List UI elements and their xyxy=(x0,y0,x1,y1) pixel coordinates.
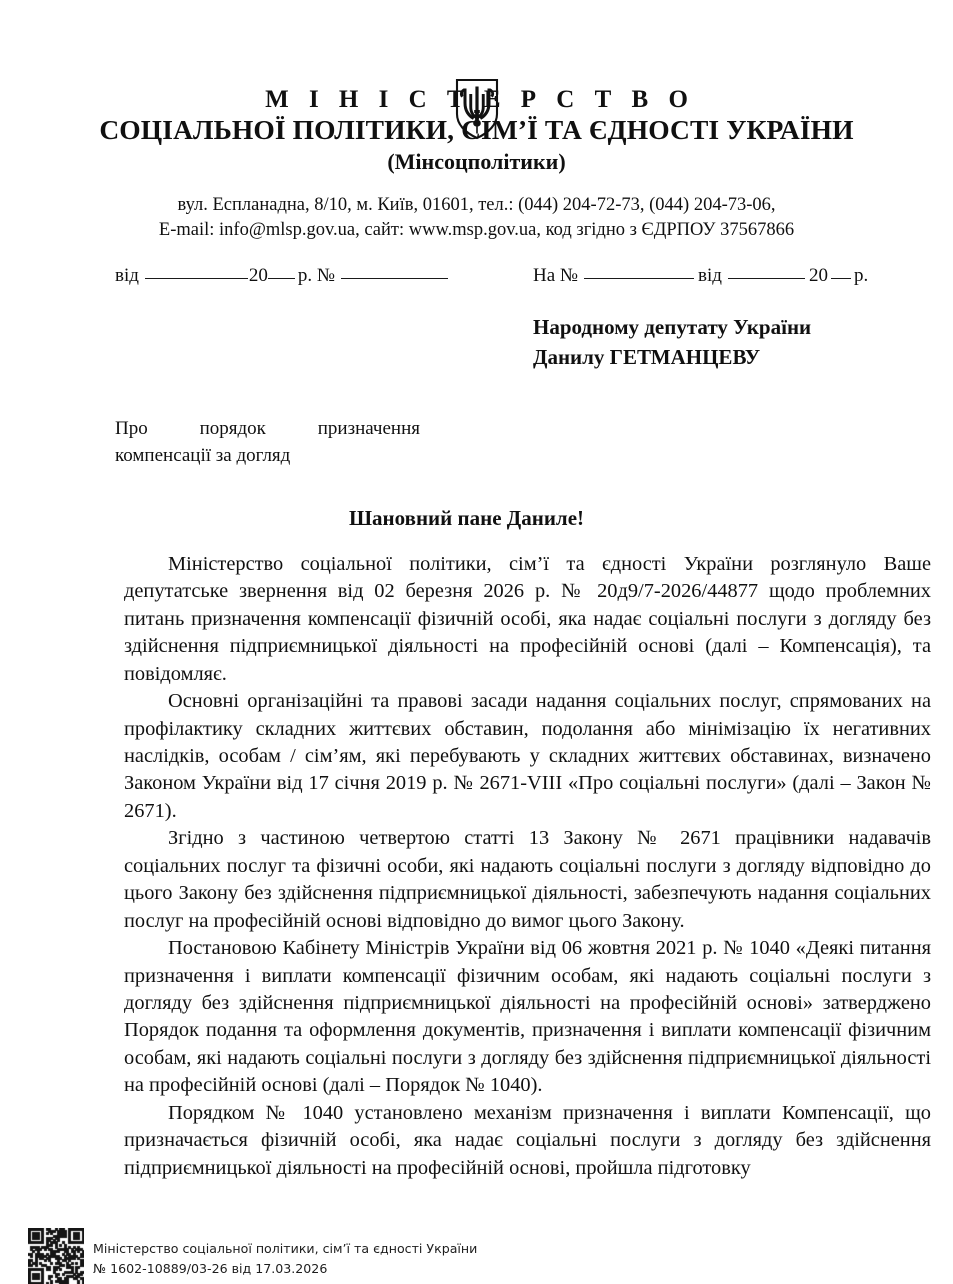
subject-line-1: Про порядок призначення xyxy=(115,418,420,440)
outgoing-year-blank[interactable] xyxy=(268,265,295,279)
organization-heading xyxy=(0,86,953,174)
stamp-organization: Міністерство соціальної політики, сім’ї та єдності України xyxy=(93,1241,478,1256)
body-paragraph: Згідно з частиною четвертою статті 13 Закону № 2671 працівники надавачів соціальних послуг та фізичні особи, які надають соціальні послуги з догляду відповідно до цього Закону без здійснення підприємницької діяльності, забезпечують надання соціальних послуг на професійній основі відповідно до вимог цього Закону. xyxy=(124,827,931,932)
letter-body xyxy=(0,551,953,1182)
body-paragraph: Порядком № 1040 установлено механізм призначення і виплати Компенсації, що призначається фізичній особі, яка надає соціальні послуги з догляду без здійснення підприємницької діяльності на професійній основі, пройшла підготовку xyxy=(124,1101,931,1179)
registration-stamp xyxy=(28,1228,548,1284)
body-paragraph: Основні організаційні та правові засади надання соціальних послуг, спрямованих на профілактику складних життєвих обставин, подолання або мінімізацію їх негативних наслідків, особам / сім’ям, які перебувають у складних життєвих обставинах, визначено Законом України від 17 січня 2019 р. № 2671-VIII «Про соціальні послуги» (далі – Закон № 2671). xyxy=(124,690,931,822)
contact-address-phone: вул. Еспланадна, 8/10, м. Київ, 01601, тел.: (044) 204-72-73, (044) 204-73-06, xyxy=(177,195,776,216)
reference-line xyxy=(0,265,953,295)
subject-block xyxy=(0,416,420,470)
qr-code-icon xyxy=(28,1228,84,1284)
contact-email-web: E-mail: info@mlsp.gov.ua, сайт: www.msp.gov.ua, код згідно з ЄДРПОУ 37567866 xyxy=(158,220,795,241)
ministry-word: М І Н І С Т Е Р С Т В О xyxy=(265,86,695,113)
outgoing-number-blank[interactable] xyxy=(341,265,448,279)
incoming-reference xyxy=(533,265,868,287)
salutation: Шановний пане Даниле! xyxy=(348,505,585,530)
addressee-title: Народному депутату України xyxy=(533,315,812,340)
ministry-short-name: (Мінсоцполітики) xyxy=(387,148,566,174)
outgoing-year-prefix: 20 xyxy=(248,265,268,287)
outgoing-date-blank[interactable] xyxy=(145,265,248,279)
body-paragraph: Постановою Кабінету Міністрів України від 06 жовтня 2021 р. № 1040 «Деякі питання призначення і виплати компенсації фізичним особам, які надають соціальні послуги з догляду без здійснення підприємницької діяльності на професійній основі» затверджено Порядок подання та оформлення документів, призначення і виплати компенсації фізичним особам, які надають соціальні послуги з догляду без здійснення підприємницької діяльності на професійній основі (далі – Порядок № 1040). xyxy=(124,937,931,1097)
incoming-date-blank[interactable] xyxy=(728,265,805,279)
outgoing-year-suffix: р. № xyxy=(297,265,336,287)
incoming-number-label: На № xyxy=(533,265,579,287)
stamp-registration-number: № 1602-10889/03-26 від 17.03.2026 xyxy=(93,1260,328,1276)
ministry-name: СОЦІАЛЬНОЇ ПОЛІТИКИ, СІМ’Ї ТА ЄДНОСТІ УКРАЇНИ xyxy=(99,114,854,145)
body-paragraph: Міністерство соціальної політики, сім’ї та єдності України розглянуло Ваше депутатське звернення від 02 березня 2026 р. № 20д9/7-2026/44877 щодо проблемних питань призначення компенсації фізичній особі, яка надає соціальні послуги з догляду без здійснення підприємницької діяльності на професійній основі (далі – Компенсація), та повідомляє. xyxy=(124,552,931,685)
outgoing-reference xyxy=(115,265,448,287)
incoming-year-prefix: 20 xyxy=(808,265,828,287)
incoming-year-suffix: р. xyxy=(853,265,869,287)
incoming-number-blank[interactable] xyxy=(584,265,694,279)
outgoing-from-label: від xyxy=(115,265,139,287)
incoming-from-label: від xyxy=(698,265,722,287)
contact-details xyxy=(0,193,953,243)
emblem-container xyxy=(0,0,953,82)
addressee-name: Данилу ГЕТМАНЦЕВУ xyxy=(533,345,761,370)
stamp-text xyxy=(93,1228,477,1279)
addressee-block xyxy=(0,313,953,373)
subject-line-2: компенсації за догляд xyxy=(115,445,291,466)
incoming-year-blank[interactable] xyxy=(831,265,851,279)
